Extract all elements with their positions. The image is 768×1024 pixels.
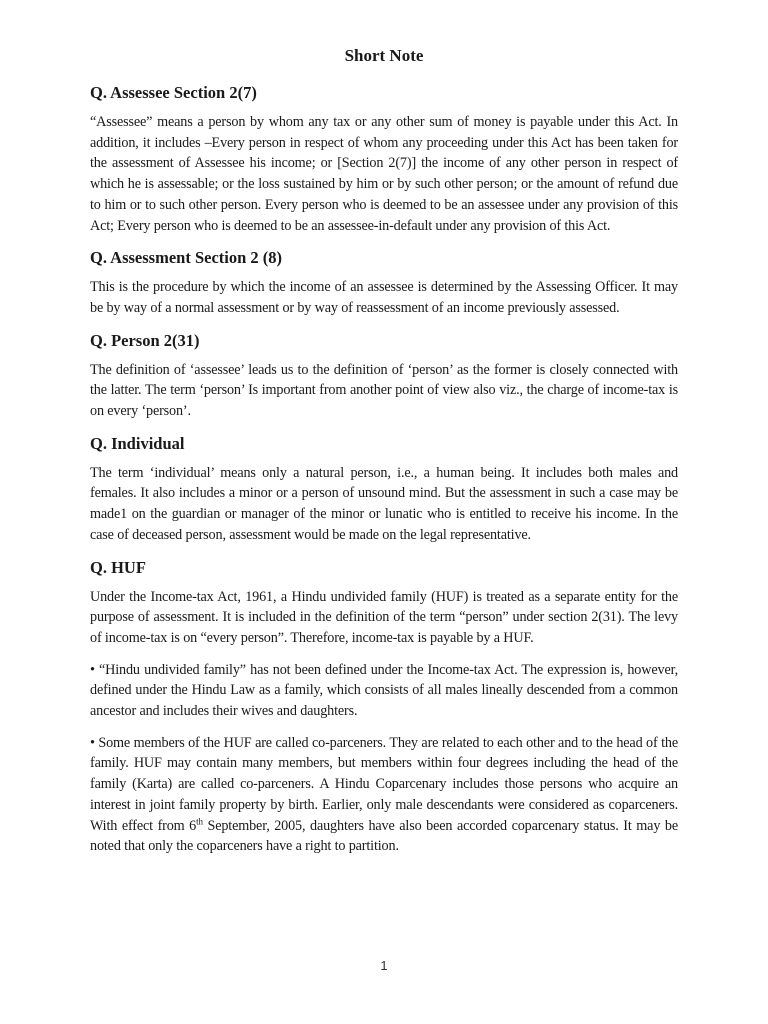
coparceners-text-after: September, 2005, daughters have also been accorded coparcenary status. It may be noted that only the coparceners have a right to partition. <box>90 817 678 855</box>
paragraph-huf-definition-bullet: • “Hindu undivided family” has not been defined under the Income-tax Act. The expression is, however, defined under the Hindu Law as a family, which consists of all males lineally descended from a common ancestor and includes their wives and daughters. <box>90 661 678 720</box>
section-assessment <box>90 247 678 318</box>
section-heading-assessment: Q. Assessment Section 2 (8) <box>90 248 283 268</box>
paragraph-assessment-definition: This is the procedure by which the income of an assessee is determined by the Assessing Officer. It may be by way of a normal assessment or by way of reassessment of an income previously assessed. <box>90 279 678 316</box>
page-number: 1 <box>380 958 388 973</box>
coparceners-text-before: • Some members of the HUF are called co-parceners. They are related to each other and to the head of the family. HUF may contain many members, but members within four degrees including the head of the family (Karta) are called co-parceners. A Hindu Coparcenary includes those persons who acquire an interest in joint family property by birth. Earlier, only male descendants were considered as coparceners. With effect from 6 <box>90 734 678 834</box>
section-huf <box>90 557 678 857</box>
document-page <box>90 44 678 868</box>
paragraph-huf-intro: Under the Income-tax Act, 1961, a Hindu undivided family (HUF) is treated as a separate entity for the purpose of assessment. It is included in the definition of the term “person” under section 2(31). The levy of income-tax is on “every person”. Therefore, income-tax is payable by a HUF. <box>90 588 678 646</box>
paragraph-person-definition: The definition of ‘assessee’ leads us to the definition of ‘person’ as the former is closely connected with the latter. The term ‘person’ Is important from another point of view also viz., the charge of income-tax is on every ‘person’. <box>90 361 678 420</box>
section-heading-huf: Q. HUF <box>90 557 146 577</box>
section-heading-assessee: Q. Assessee Section 2(7) <box>90 83 257 102</box>
section-individual <box>90 433 678 546</box>
document-title: Short Note <box>344 46 424 65</box>
ordinal-superscript: th <box>196 815 203 826</box>
section-heading-individual: Q. Individual <box>90 433 185 453</box>
section-person <box>90 330 678 422</box>
paragraph-assessee-definition: “Assessee” means a person by whom any tax or any other sum of money is payable under this Act. In addition, it includes –Every person in respect of whom any proceeding under this Act has been taken for the assessment of Assessee his income; or [Section 2(7)] the income of any other person in respect of which he is assessable; or the loss sustained by him or by such other person; or the amount of refund due to him or to such other person. Every person who is deemed to be an assessee under any provision of this Act; Every person who is deemed to be an assessee-in-default under any provision of this Act. <box>90 114 678 234</box>
paragraph-huf-coparceners-bullet <box>90 733 678 857</box>
paragraph-individual-definition: The term ‘individual’ means only a natural person, i.e., a human being. It includes both males and females. It also includes a minor or a person of unsound mind. But the assessment in such a case may be made1 on the guardian or manager of the minor or lunatic who is entitled to receive his income. In the case of deceased person, assessment would be made on the legal representative. <box>90 464 678 543</box>
section-assessee <box>90 82 678 236</box>
section-heading-person: Q. Person 2(31) <box>90 330 200 350</box>
